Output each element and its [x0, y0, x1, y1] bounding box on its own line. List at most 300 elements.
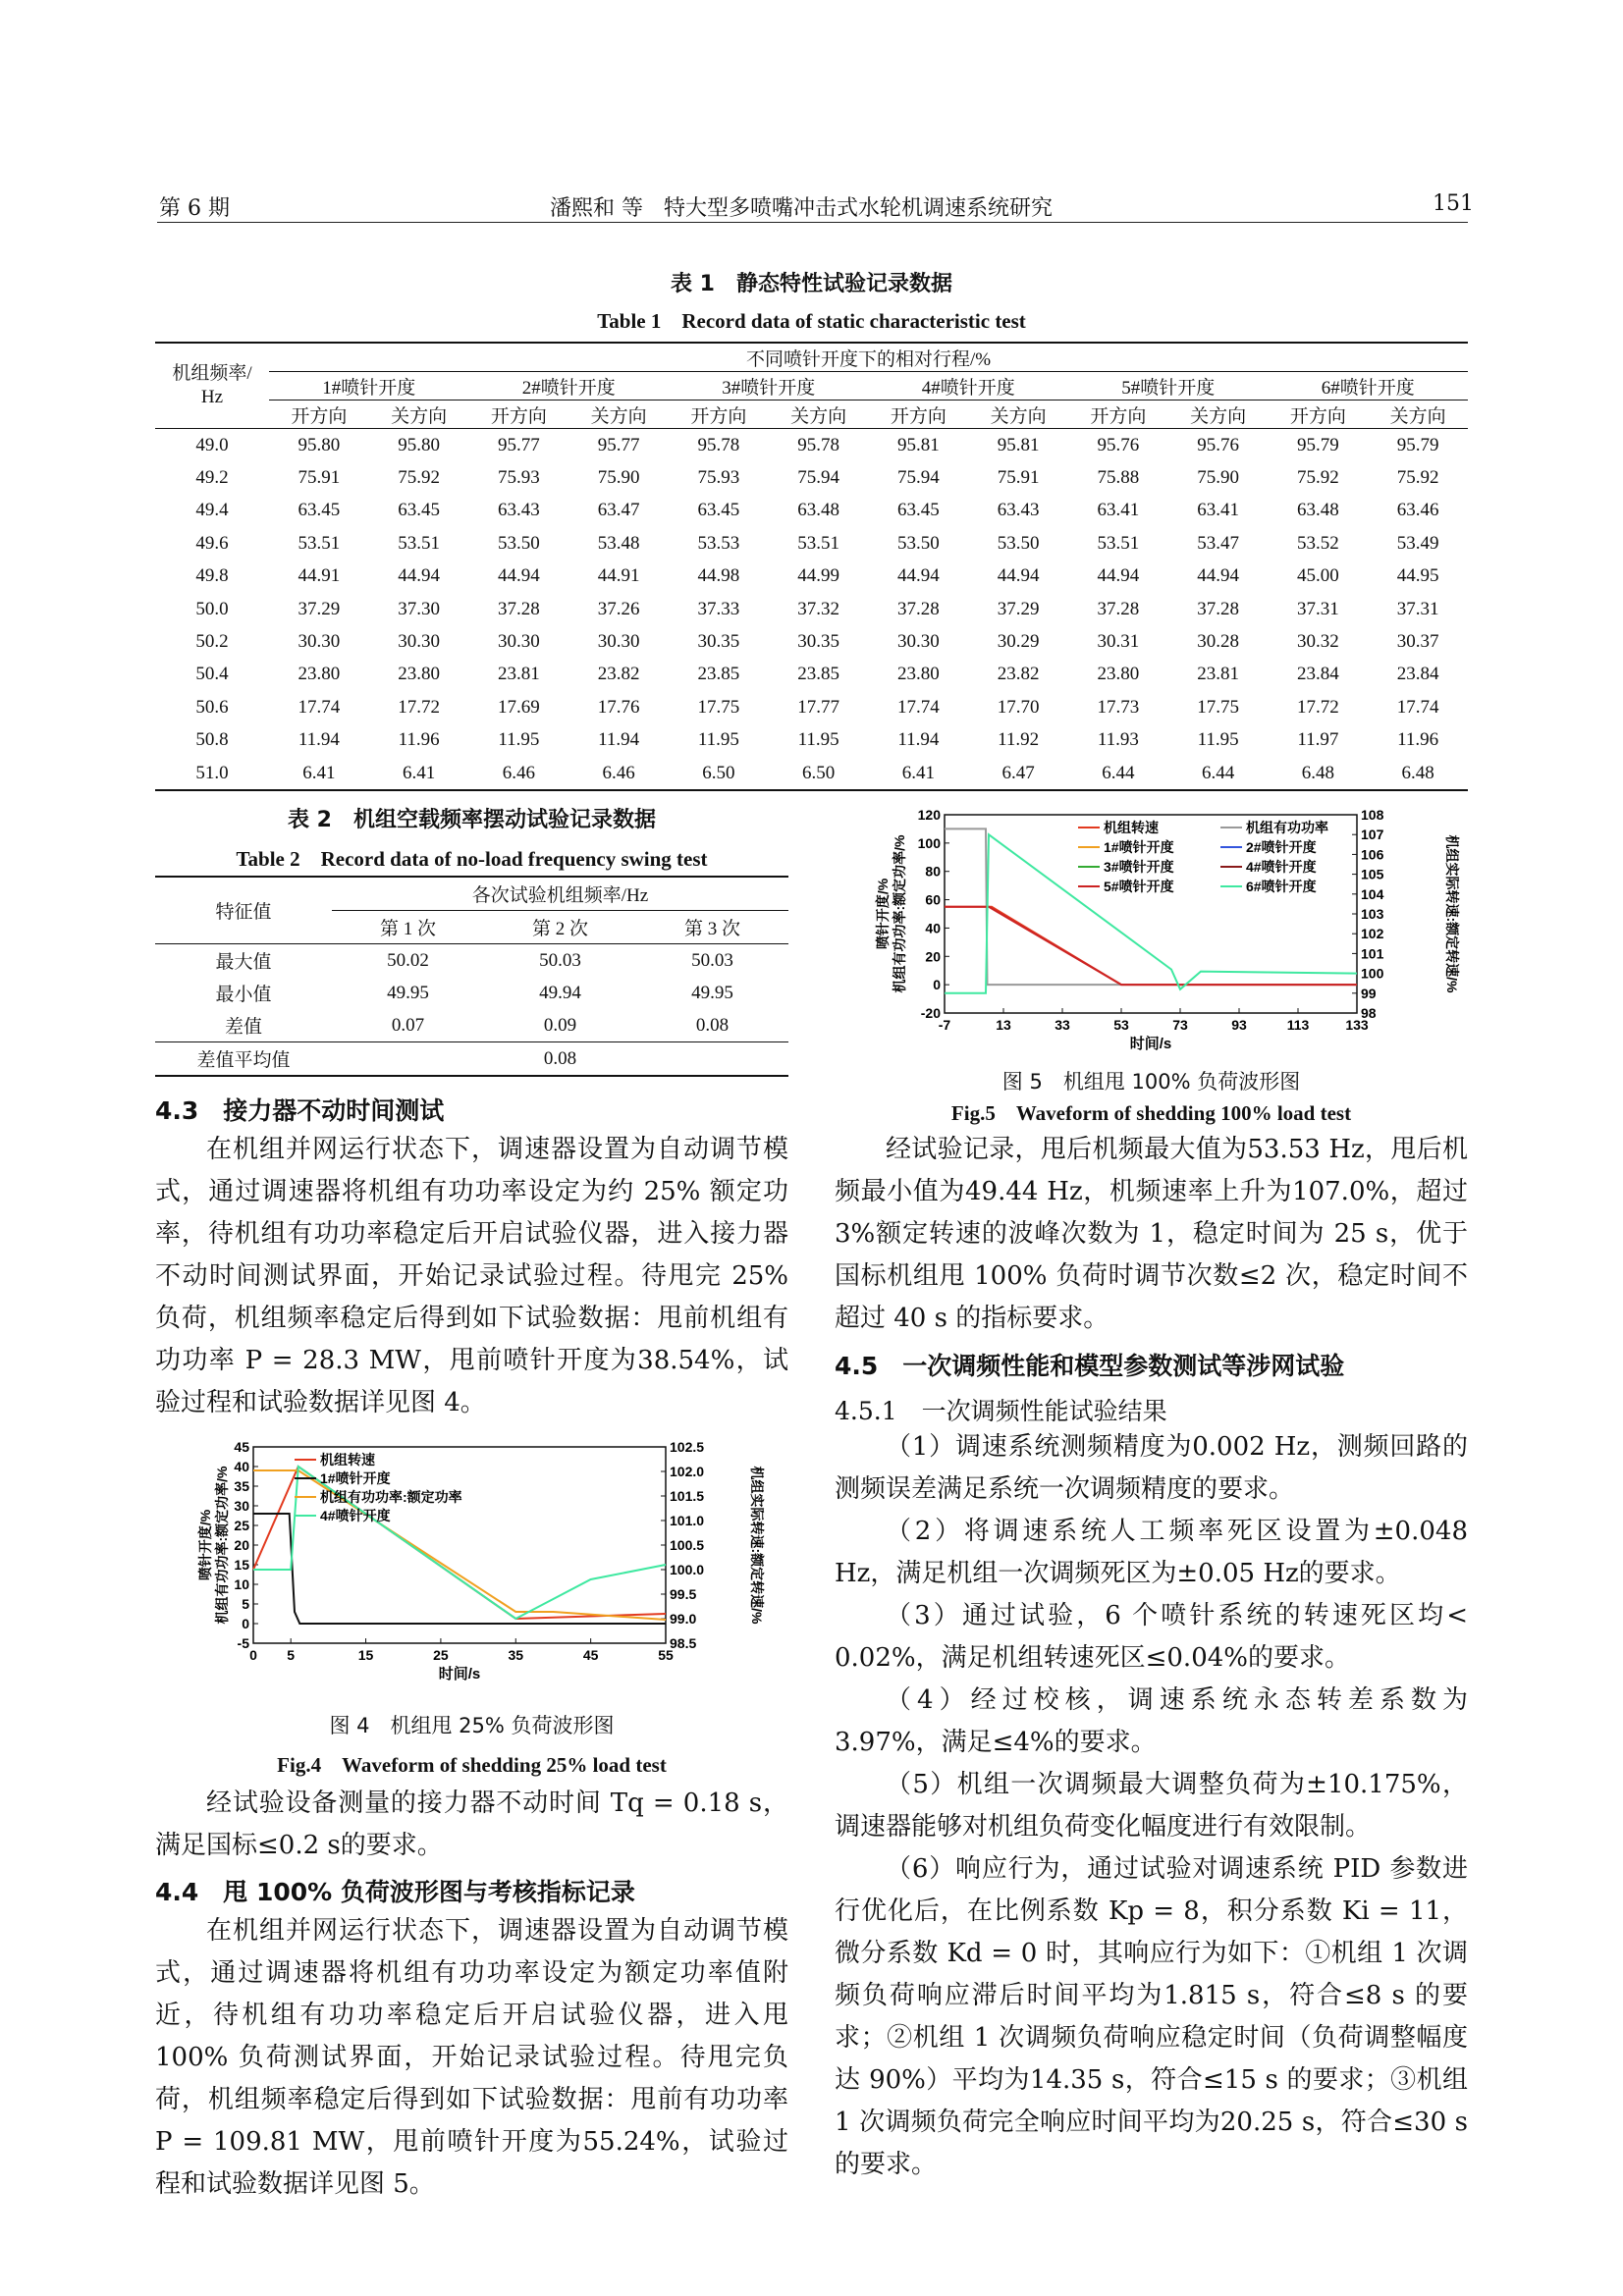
- stroke-cell: 37.28: [498, 598, 540, 619]
- result-item: （2）将调速系统人工频率死区设置为±0.048 Hz，满足机组一次调频死区为±0.05 Hz的要求。: [835, 1517, 1468, 1588]
- x-tick-label: 15: [357, 1647, 374, 1663]
- stroke-cell: 95.77: [597, 434, 640, 455]
- table-row: [155, 724, 1468, 757]
- section-4-3-heading: 4.3 接力器不动时间测试: [155, 1096, 445, 1125]
- legend-label: 机组转速: [320, 1452, 375, 1468]
- table1-close-direction: 关方向: [790, 405, 847, 427]
- x-tick-label: 25: [433, 1647, 449, 1663]
- table1-open-direction: 开方向: [490, 405, 547, 427]
- stroke-cell: 11.95: [498, 729, 540, 751]
- table-row: [155, 429, 1468, 462]
- y-left-tick-label: 40: [925, 920, 941, 936]
- stroke-cell: 95.76: [1197, 434, 1239, 455]
- stroke-cell: 11.94: [298, 729, 340, 751]
- stroke-cell: 53.51: [797, 532, 839, 554]
- stroke-cell: 37.32: [797, 598, 839, 619]
- section-4-5-heading: 4.5 一次调频性能和模型参数测试等涉网试验: [835, 1352, 1345, 1380]
- section-4-5-1-items: [835, 1426, 1468, 2186]
- frequency-cell: 50.8: [195, 729, 229, 751]
- table1-open-direction: 开方向: [690, 405, 747, 427]
- stroke-cell: 6.41: [403, 762, 436, 783]
- stroke-cell: 37.31: [1297, 598, 1339, 619]
- legend-label: 3#喷针开度: [1104, 859, 1174, 875]
- table1-nozzle-header: 2#喷针开度: [469, 372, 670, 400]
- y-right-tick-label: 99.5: [670, 1586, 697, 1602]
- stroke-cell: 11.96: [398, 729, 440, 751]
- x-tick-label: -7: [938, 1017, 951, 1033]
- stroke-cell: 6.44: [1102, 762, 1135, 783]
- y-right-tick-label: 107: [1361, 827, 1384, 843]
- stroke-cell: 75.91: [997, 467, 1040, 489]
- figure-4-caption-en: Fig.4 Waveform of shedding 25% load test: [277, 1753, 667, 1777]
- stroke-cell: 23.80: [1097, 664, 1140, 685]
- result-item: （5）机组一次调频最大调整负荷为±10.175%，调速器能够对机组负荷变化幅度进行有效限制。: [835, 1770, 1468, 1842]
- stroke-cell: 75.90: [1197, 467, 1239, 489]
- y-left-tick-label: 40: [234, 1459, 249, 1474]
- y-left-axis-label: 机组有功功率:额定功率/%: [892, 834, 907, 993]
- running-title: [550, 191, 1053, 222]
- stroke-cell: 37.33: [697, 598, 740, 619]
- table1-row-header-l1: 机组频率/: [172, 363, 252, 384]
- section-4-5-1-heading: 4.5.1 一次调频性能试验结果: [835, 1397, 1167, 1425]
- frequency-cell: 49.6: [195, 532, 229, 554]
- frequency-cell: 0.08: [695, 1014, 730, 1036]
- stroke-cell: 17.75: [1197, 696, 1239, 718]
- y-left-tick-label: 30: [234, 1498, 249, 1514]
- legend-label: 4#喷针开度: [320, 1508, 391, 1523]
- stroke-cell: 37.28: [897, 598, 940, 619]
- stroke-cell: 37.28: [1197, 598, 1239, 619]
- stroke-cell: 75.91: [298, 467, 341, 489]
- stroke-cell: 6.41: [901, 762, 935, 783]
- stroke-cell: 23.85: [797, 664, 839, 685]
- frequency-cell: 50.03: [539, 949, 581, 971]
- frequency-cell: 50.2: [195, 631, 229, 653]
- stroke-cell: 30.30: [398, 631, 440, 653]
- stroke-cell: 37.30: [398, 598, 440, 619]
- y-left-axis-label: 喷针开度/%: [875, 878, 891, 950]
- stroke-cell: 75.92: [1396, 467, 1439, 489]
- stroke-cell: 17.75: [697, 696, 740, 718]
- stroke-cell: 6.48: [1401, 762, 1434, 783]
- table1-open-direction: 开方向: [1289, 405, 1346, 427]
- table2-run-3: 第 3 次: [683, 919, 740, 939]
- stroke-cell: 17.70: [997, 696, 1040, 718]
- stroke-cell: 6.46: [602, 762, 635, 783]
- x-tick-label: 53: [1113, 1017, 1129, 1033]
- y-left-axis-label: 机组有功功率:额定功率/%: [214, 1466, 230, 1625]
- y-right-tick-label: 108: [1361, 807, 1384, 823]
- y-left-tick-label: 120: [917, 807, 941, 823]
- legend-label: 4#喷针开度: [1246, 859, 1317, 875]
- y-left-tick-label: 15: [234, 1557, 249, 1573]
- y-right-tick-label: 100.0: [670, 1562, 705, 1577]
- frequency-cell: 50.0: [195, 598, 229, 619]
- table1-close-direction: 关方向: [1190, 405, 1247, 427]
- y-right-tick-label: 99.0: [670, 1611, 697, 1627]
- section-4-3-paragraph: 在机组并网运行状态下，调速器设置为自动调节模式，通过调速器将机组有功功率设定为约 25% 额定功率，待机组有功功率稳定后开启试验仪器，进入接力器不动时间测试界面，开始记录试验过程。待甩完 25% 负荷，机组频率稳定后得到如下试验数据：甩前机组有功功率 P = 28.3 MW，甩前喷针开度为38.54%，试验过程和试验数据详见图 4。: [155, 1135, 788, 1417]
- header-rule: [157, 222, 1468, 223]
- stroke-cell: 37.29: [298, 598, 341, 619]
- running-authors: 潘熙和 等: [550, 196, 643, 221]
- stroke-cell: 44.94: [997, 565, 1040, 587]
- table-row: [155, 1009, 788, 1042]
- y-right-tick-label: 104: [1361, 885, 1384, 902]
- y-right-tick-label: 98: [1361, 1005, 1377, 1021]
- stroke-cell: 75.90: [597, 467, 640, 489]
- table2-avg-value: 0.08: [543, 1047, 577, 1069]
- stroke-cell: 44.91: [597, 565, 640, 587]
- y-left-axis-label: 喷针开度/%: [197, 1509, 213, 1581]
- stroke-cell: 44.91: [298, 565, 341, 587]
- statistic-label: 差值: [224, 1017, 262, 1038]
- table-row: [155, 944, 788, 978]
- series-line: [253, 1514, 666, 1624]
- result-item: （6）响应行为，通过试验对调速系统 PID 参数进行优化后，在比例系数 Kp = 8，积分系数 Ki = 11，微分系数 Kd = 0 时，其响应行为如下：①机组 1 次调频负荷响应滞后时间平均为1.815 s，符合≤8 s 的要求；②机组 1 次调频负荷响应稳定时间（负荷调整幅度达 90%）平均为14.35 s，符合≤15 s 的要求；③机组 1 次调频负荷完全响应时间平均为20.25 s，符合≤30 s 的要求。: [835, 1854, 1468, 2179]
- y-left-tick-label: 0: [242, 1616, 249, 1631]
- x-tick-label: 0: [249, 1647, 257, 1663]
- stroke-cell: 44.94: [1197, 565, 1239, 587]
- stroke-cell: 11.94: [598, 729, 640, 751]
- stroke-cell: 11.94: [897, 729, 940, 751]
- y-right-tick-label: 99: [1361, 985, 1377, 1001]
- stroke-cell: 44.95: [1396, 565, 1439, 587]
- stroke-cell: 44.98: [697, 565, 740, 587]
- y-left-tick-label: 20: [234, 1537, 249, 1553]
- stroke-cell: 95.81: [897, 434, 940, 455]
- y-right-tick-label: 105: [1361, 866, 1384, 882]
- table2-caption: [155, 803, 788, 873]
- stroke-cell: 23.80: [897, 664, 940, 685]
- stroke-cell: 53.52: [1297, 532, 1339, 554]
- table2-caption-en: Table 2 Record data of no-load frequency swing test: [236, 847, 708, 871]
- legend-label: 6#喷针开度: [1246, 879, 1317, 894]
- y-left-tick-label: 60: [925, 891, 941, 908]
- running-paper-title: 特大型多喷嘴冲击式水轮机调速系统研究: [663, 196, 1053, 221]
- stroke-cell: 30.30: [597, 631, 640, 653]
- x-tick-label: 33: [1055, 1017, 1070, 1033]
- y-left-tick-label: -20: [920, 1005, 941, 1021]
- table1-nozzle-header: 4#喷针开度: [869, 372, 1069, 400]
- stroke-cell: 53.51: [298, 532, 341, 554]
- table-row: [155, 495, 1468, 527]
- table2-group-header: 各次试验机组频率/Hz: [332, 877, 788, 911]
- y-left-tick-label: 10: [234, 1576, 249, 1592]
- stroke-cell: 63.48: [797, 500, 839, 521]
- stroke-cell: 95.78: [797, 434, 839, 455]
- stroke-cell: 11.95: [797, 729, 839, 751]
- frequency-cell: 49.95: [691, 982, 733, 1003]
- stroke-cell: 63.45: [897, 500, 940, 521]
- stroke-cell: 53.50: [498, 532, 540, 554]
- section-4-3-result: 经试验设备测量的接力器不动时间 Tq = 0.18 s，满足国标≤0.2 s的要求。: [155, 1789, 788, 1860]
- stroke-cell: 75.88: [1097, 467, 1140, 489]
- x-tick-label: 45: [582, 1647, 599, 1663]
- stroke-cell: 95.78: [697, 434, 740, 455]
- frequency-cell: 49.94: [539, 982, 581, 1003]
- y-right-axis-label: 机组实际转速:额定转速/%: [1444, 834, 1460, 993]
- stroke-cell: 17.74: [1396, 696, 1439, 718]
- table1-open-direction: 开方向: [291, 405, 348, 427]
- stroke-cell: 95.80: [398, 434, 440, 455]
- stroke-cell: 17.74: [897, 696, 940, 718]
- table1-close-direction: 关方向: [1389, 405, 1446, 427]
- frequency-cell: 50.03: [691, 949, 733, 971]
- x-tick-label: 35: [508, 1647, 524, 1663]
- frequency-cell: 50.4: [195, 664, 229, 685]
- stroke-cell: 17.77: [797, 696, 839, 718]
- stroke-cell: 6.47: [1001, 762, 1035, 783]
- y-right-tick-label: 100: [1361, 965, 1384, 982]
- y-right-tick-label: 101: [1361, 945, 1384, 962]
- stroke-cell: 37.29: [997, 598, 1040, 619]
- stroke-cell: 11.92: [998, 729, 1040, 751]
- stroke-cell: 75.92: [398, 467, 440, 489]
- stroke-cell: 23.82: [597, 664, 640, 685]
- frequency-cell: 0.09: [543, 1014, 577, 1036]
- stroke-cell: 23.81: [498, 664, 540, 685]
- stroke-cell: 63.43: [498, 500, 540, 521]
- table2-run-1: 第 1 次: [379, 919, 436, 939]
- table2-row-header: 特征值: [155, 877, 332, 944]
- stroke-cell: 95.81: [997, 434, 1040, 455]
- stroke-cell: 6.41: [302, 762, 336, 783]
- stroke-cell: 17.76: [597, 696, 640, 718]
- stroke-cell: 30.35: [697, 631, 740, 653]
- stroke-cell: 95.76: [1097, 434, 1140, 455]
- stroke-cell: 37.31: [1396, 598, 1439, 619]
- table1-open-direction: 开方向: [890, 405, 947, 427]
- page-number: 151: [1433, 191, 1474, 216]
- stroke-cell: 6.46: [502, 762, 535, 783]
- y-left-tick-label: 80: [925, 863, 941, 880]
- no-load-frequency-table: [155, 876, 788, 1077]
- stroke-cell: 23.84: [1396, 664, 1439, 685]
- table1-close-direction: 关方向: [990, 405, 1047, 427]
- stroke-cell: 53.53: [697, 532, 740, 554]
- stroke-cell: 23.80: [298, 664, 341, 685]
- result-item: （4）经过校核，调速系统永态转差系数为 3.97%，满足≤4%的要求。: [835, 1685, 1468, 1757]
- table-row: [155, 977, 788, 1009]
- x-tick-label: 55: [658, 1647, 674, 1663]
- table1-row-header-l2: Hz: [200, 387, 224, 407]
- stroke-cell: 63.45: [298, 500, 341, 521]
- y-left-tick-label: -5: [237, 1635, 249, 1651]
- frequency-cell: 49.4: [195, 500, 229, 521]
- frequency-cell: 49.8: [195, 565, 229, 587]
- y-right-tick-label: 102: [1361, 926, 1384, 942]
- stroke-cell: 44.94: [897, 565, 940, 587]
- stroke-cell: 30.37: [1396, 631, 1439, 653]
- table-row: [155, 561, 1468, 593]
- table2-run-2: 第 2 次: [531, 919, 588, 939]
- stroke-cell: 30.30: [897, 631, 940, 653]
- stroke-cell: 63.41: [1197, 500, 1239, 521]
- issue-number: 第 6 期: [159, 196, 230, 221]
- stroke-cell: 37.26: [597, 598, 640, 619]
- stroke-cell: 63.43: [997, 500, 1040, 521]
- y-left-tick-label: 25: [234, 1518, 249, 1533]
- stroke-cell: 53.51: [398, 532, 440, 554]
- stroke-cell: 44.94: [498, 565, 540, 587]
- table1-nozzle-header: 6#喷针开度: [1269, 372, 1469, 400]
- stroke-cell: 53.48: [597, 532, 640, 554]
- table1-open-direction: 开方向: [1090, 405, 1147, 427]
- figure-5-caption-cn: 图 5 机组甩 100% 负荷波形图: [1001, 1070, 1301, 1094]
- figure-4-caption-cn: 图 4 机组甩 25% 负荷波形图: [329, 1714, 615, 1737]
- figure-5-chart: [874, 803, 1463, 1068]
- stroke-cell: 63.47: [597, 500, 640, 521]
- y-right-tick-label: 101.5: [670, 1488, 705, 1504]
- stroke-cell: 30.29: [997, 631, 1040, 653]
- y-left-tick-label: 45: [234, 1439, 249, 1455]
- y-right-tick-label: 102.5: [670, 1439, 705, 1455]
- stroke-cell: 17.72: [398, 696, 440, 718]
- stroke-cell: 6.50: [802, 762, 836, 783]
- section-4-4-paragraph: 在机组并网运行状态下，调速器设置为自动调节模式，通过调速器将机组有功功率设定为额定功率值附近，待机组有功功率稳定后开启试验仪器，进入甩 100% 负荷测试界面，开始记录试验过程。待甩完负荷，机组频率稳定后得到如下试验数据：甩前有功功率 P = 109.81 MW，甩前喷针开度为55.24%，试验过程和试验数据详见图 5。: [155, 1916, 788, 2199]
- table1-group-header: 不同喷针开度下的相对行程/%: [269, 343, 1468, 372]
- stroke-cell: 75.93: [697, 467, 740, 489]
- stroke-cell: 63.41: [1097, 500, 1140, 521]
- y-right-tick-label: 102.0: [670, 1464, 705, 1479]
- table1-caption-en: Table 1 Record data of static characteristic test: [597, 309, 1026, 333]
- y-right-tick-label: 106: [1361, 846, 1384, 863]
- stroke-cell: 53.50: [997, 532, 1040, 554]
- stroke-cell: 75.94: [897, 467, 940, 489]
- y-right-tick-label: 98.5: [670, 1635, 697, 1651]
- table-row: [155, 593, 1468, 625]
- stroke-cell: 30.31: [1097, 631, 1140, 653]
- frequency-cell: 0.07: [391, 1014, 425, 1036]
- stroke-cell: 44.94: [398, 565, 440, 587]
- table-row: [155, 625, 1468, 658]
- y-left-tick-label: 5: [242, 1596, 249, 1612]
- frequency-cell: 49.0: [195, 434, 229, 455]
- table1-nozzle-header: 3#喷针开度: [669, 372, 869, 400]
- stroke-cell: 95.79: [1396, 434, 1439, 455]
- x-tick-label: 93: [1231, 1017, 1247, 1033]
- statistic-label: 最小值: [215, 985, 272, 1005]
- legend-label: 机组有功功率: [1246, 820, 1328, 835]
- stroke-cell: 37.28: [1097, 598, 1140, 619]
- stroke-cell: 53.49: [1396, 532, 1439, 554]
- table1-nozzle-header: 1#喷针开度: [269, 372, 469, 400]
- stroke-cell: 11.93: [1097, 729, 1139, 751]
- table1-close-direction: 关方向: [590, 405, 647, 427]
- stroke-cell: 11.95: [1197, 729, 1239, 751]
- x-tick-label: 133: [1345, 1017, 1369, 1033]
- result-item: （1）调速系统测频精度为0.002 Hz，测频回路的测频误差满足系统一次调频精度的要求。: [835, 1432, 1468, 1504]
- statistic-label: 最大值: [215, 952, 272, 973]
- x-axis-label: 时间/s: [438, 1666, 481, 1682]
- stroke-cell: 63.46: [1396, 500, 1439, 521]
- stroke-cell: 23.82: [997, 664, 1040, 685]
- stroke-cell: 17.69: [498, 696, 540, 718]
- y-right-tick-label: 100.5: [670, 1537, 705, 1553]
- stroke-cell: 75.92: [1297, 467, 1339, 489]
- stroke-cell: 6.50: [702, 762, 735, 783]
- table1-nozzle-header: 5#喷针开度: [1068, 372, 1269, 400]
- y-left-tick-label: 35: [234, 1478, 249, 1494]
- stroke-cell: 30.30: [298, 631, 341, 653]
- y-right-tick-label: 101.0: [670, 1513, 705, 1528]
- table-row: [155, 461, 1468, 494]
- plot-frame: [253, 1447, 666, 1643]
- table-row: [155, 757, 1468, 790]
- stroke-cell: 75.93: [498, 467, 540, 489]
- stroke-cell: 23.80: [398, 664, 440, 685]
- legend-label: 1#喷针开度: [320, 1470, 391, 1486]
- y-right-tick-label: 103: [1361, 906, 1384, 922]
- frequency-cell: 49.2: [195, 467, 229, 489]
- legend-label: 1#喷针开度: [1104, 839, 1174, 855]
- stroke-cell: 30.30: [498, 631, 540, 653]
- table-row: [155, 527, 1468, 560]
- frequency-cell: 49.95: [387, 982, 429, 1003]
- stroke-cell: 44.99: [797, 565, 839, 587]
- legend-label: 2#喷针开度: [1246, 839, 1317, 855]
- stroke-cell: 6.48: [1301, 762, 1334, 783]
- stroke-cell: 75.94: [797, 467, 839, 489]
- frequency-cell: 50.6: [195, 696, 229, 718]
- legend-label: 机组有功功率:额定功率: [320, 1489, 462, 1505]
- stroke-cell: 95.80: [298, 434, 341, 455]
- table2-avg-label: 差值平均值: [196, 1050, 291, 1071]
- x-tick-label: 73: [1172, 1017, 1188, 1033]
- y-right-axis-label: 机组实际转速:额定转速/%: [749, 1466, 765, 1625]
- stroke-cell: 95.77: [498, 434, 540, 455]
- stroke-cell: 63.45: [398, 500, 440, 521]
- stroke-cell: 63.48: [1297, 500, 1339, 521]
- x-axis-label: 时间/s: [1129, 1036, 1172, 1052]
- stroke-cell: 30.35: [797, 631, 839, 653]
- stroke-cell: 53.47: [1197, 532, 1239, 554]
- table1-close-direction: 关方向: [391, 405, 448, 427]
- section-4-4-heading: 4.4 甩 100% 负荷波形图与考核指标记录: [155, 1878, 635, 1906]
- table1-row-header: [155, 343, 269, 429]
- stroke-cell: 11.97: [1297, 729, 1339, 751]
- stroke-cell: 6.44: [1202, 762, 1235, 783]
- figure-4-chart: [196, 1435, 766, 1700]
- frequency-cell: 50.02: [387, 949, 429, 971]
- x-tick-label: 13: [996, 1017, 1011, 1033]
- table-row: [155, 659, 1468, 691]
- stroke-cell: 17.72: [1297, 696, 1339, 718]
- result-item: （3）通过试验，6 个喷针系统的转速死区均< 0.02%，满足机组转速死区≤0.04%的要求。: [835, 1601, 1468, 1673]
- static-characteristic-table: [155, 342, 1468, 791]
- x-tick-label: 5: [287, 1647, 296, 1663]
- table1-caption-cn: 表 1 静态特性试验记录数据: [671, 272, 952, 296]
- stroke-cell: 11.95: [697, 729, 739, 751]
- figure-5-discussion: 经试验记录，甩后机频最大值为53.53 Hz，甩后机频最小值为49.44 Hz，机频速率上升为107.0%，超过3%额定转速的波峰次数为 1，稳定时间为 25 s，优于国标机组甩 100% 负荷时调节次数≤2 次，稳定时间不超过 40 s 的指标要求。: [835, 1135, 1468, 1333]
- stroke-cell: 45.00: [1297, 565, 1339, 587]
- frequency-cell: 51.0: [195, 762, 229, 783]
- stroke-cell: 23.85: [697, 664, 740, 685]
- stroke-cell: 23.84: [1297, 664, 1339, 685]
- stroke-cell: 23.81: [1197, 664, 1239, 685]
- table-row: [155, 691, 1468, 723]
- table2-caption-cn: 表 2 机组空载频率摆动试验记录数据: [288, 808, 656, 832]
- legend-label: 机组转速: [1104, 820, 1159, 835]
- stroke-cell: 30.28: [1197, 631, 1239, 653]
- stroke-cell: 44.94: [1097, 565, 1140, 587]
- x-tick-label: 113: [1286, 1017, 1310, 1033]
- table1-caption: [0, 267, 1623, 335]
- figure-5-caption-en: Fig.5 Waveform of shedding 100% load test: [950, 1101, 1352, 1125]
- y-left-tick-label: 100: [917, 834, 941, 851]
- stroke-cell: 53.50: [897, 532, 940, 554]
- stroke-cell: 30.32: [1297, 631, 1339, 653]
